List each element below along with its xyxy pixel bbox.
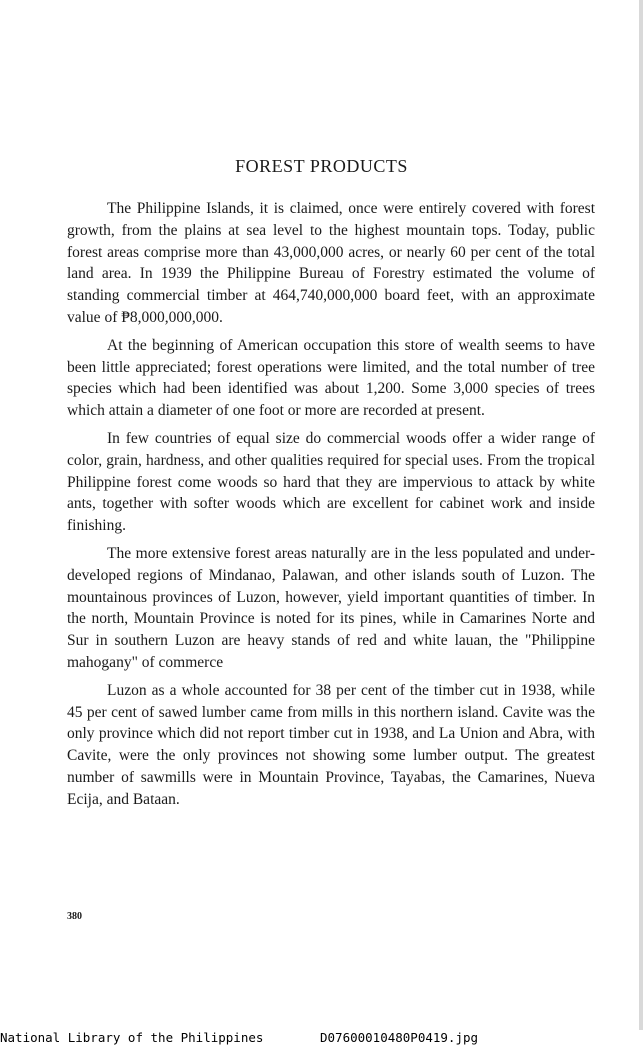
page-title: FOREST PRODUCTS <box>235 156 408 176</box>
page-edge <box>639 0 643 1030</box>
paragraph-5: Luzon as a whole accounted for 38 per cent of the timber cut in 1938, while 45 per cent of sawed lumber came from mills in this northern island. Cavite was the only province which did not report timber cut in 1938, and La Union and Abra, with Cavite, were the only provinces not showing some lumber output. The greatest number of sawmills were in Mountain Province, Tayabas, the Camarines, Nueva Ecija, and Bataan. <box>67 681 595 808</box>
paragraph-3: In few countries of equal size do commercial woods offer a wider range of color, grain, hardness, and other qualities required for special uses. From the tropical Philippine forest come woods so hard that they are impervious to attack by white ants, together with softer woods which are excellent for cabinet work and inside finishing. <box>67 429 595 535</box>
page-number: 380 <box>67 911 82 922</box>
footer <box>0 1030 478 1045</box>
body-text <box>67 198 595 817</box>
footer-source: National Library of the Philippines <box>0 1030 264 1045</box>
footer-filename: D07600010480P0419.jpg <box>320 1030 479 1045</box>
paragraph-4: The more extensive forest areas naturally are in the less populated and under-developed regions of Mindanao, Palawan, and other islands south of Luzon. The mountainous provinces of Luzon, however, yield important quantities of timber. In the north, Mountain Province is noted for its pines, while in Camarines Norte and Sur in southern Luzon are heavy stands of red and white lauan, the "Philippine mahogany" of commerce <box>67 544 595 671</box>
paragraph-2: At the beginning of American occupation this store of wealth seems to have been little appreciated; forest operations were limited, and the total number of tree species which had been identified was about 1,200. Some 3,000 species of trees which attain a diameter of one foot or more are recorded at present. <box>67 336 595 420</box>
paragraph-1: The Philippine Islands, it is claimed, once were entirely covered with forest growth, from the plains at sea level to the highest mountain tops. Today, public forest areas comprise more than 43,000,000 acres, or nearly 60 per cent of the total land area. In 1939 the Philippine Bureau of Forestry estimated the volume of standing commercial timber at 464,740,000,000 board feet, with an approximate value of ₱8,000,000,000. <box>67 200 595 326</box>
